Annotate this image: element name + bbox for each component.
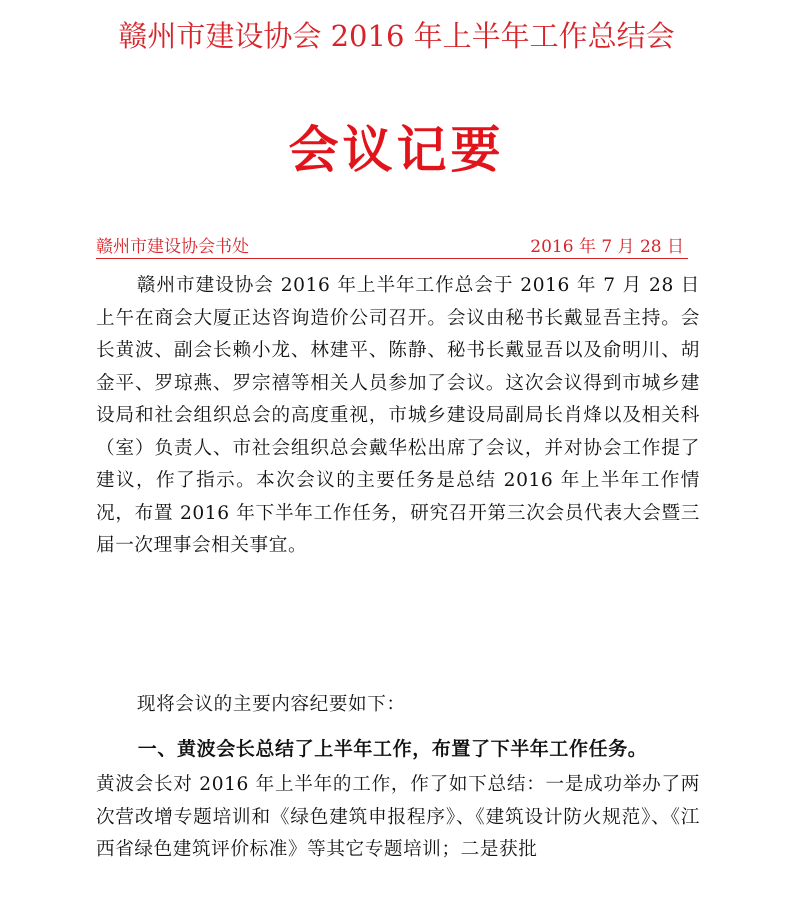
paragraph-section-one: 黄波会长对 2016 年上半年的工作，作了如下总结：一是成功举办了两次营改增专题培训和《绿色建筑申报程序》、《建筑设计防火规范》、《江西省绿色建筑评价标准》等其它专题培训；二是获批 (96, 774, 700, 860)
issue-date: 2016 年 7 月 28 日 (530, 237, 684, 257)
paragraph-intro: 赣州市建设协会 2016 年上半年工作总会于 2016 年 7 月 28 日上午在商会大厦正达咨询造价公司召开。会议由秘书长戴显吾主持。会长黄波、副会长赖小龙、林建平、陈静、秘书长戴显吾以及俞明川、胡金平、罗琼燕、罗宗禧等相关人员参加了会议。这次会议得到市城乡建设局和社会组织总会的高度重视，市城乡建设局副局长肖烽以及相关科（室）负责人、市社会组织总会戴华松出席了会议，并对协会工作提了建议，作了指示。本次会议的主要任务是总结 2016 年上半年工作情况，布置 2016 年下半年工作任务，研究召开第三次会员代表大会暨三届一次理事会相关事宜。 (96, 275, 700, 556)
document-heading: 会议记要 (288, 120, 505, 179)
section-heading-one: 一、黄波会长总结了上半年工作，布置了下半年工作任务。 (137, 738, 648, 760)
issuing-organization: 赣州市建设协会书处 (96, 237, 249, 257)
document-title: 赣州市建设协会 2016 年上半年工作总结会 (118, 19, 675, 53)
document-header-line (96, 232, 688, 259)
paragraph-summary-lead: 现将会议的主要内容纪要如下： (136, 694, 406, 715)
